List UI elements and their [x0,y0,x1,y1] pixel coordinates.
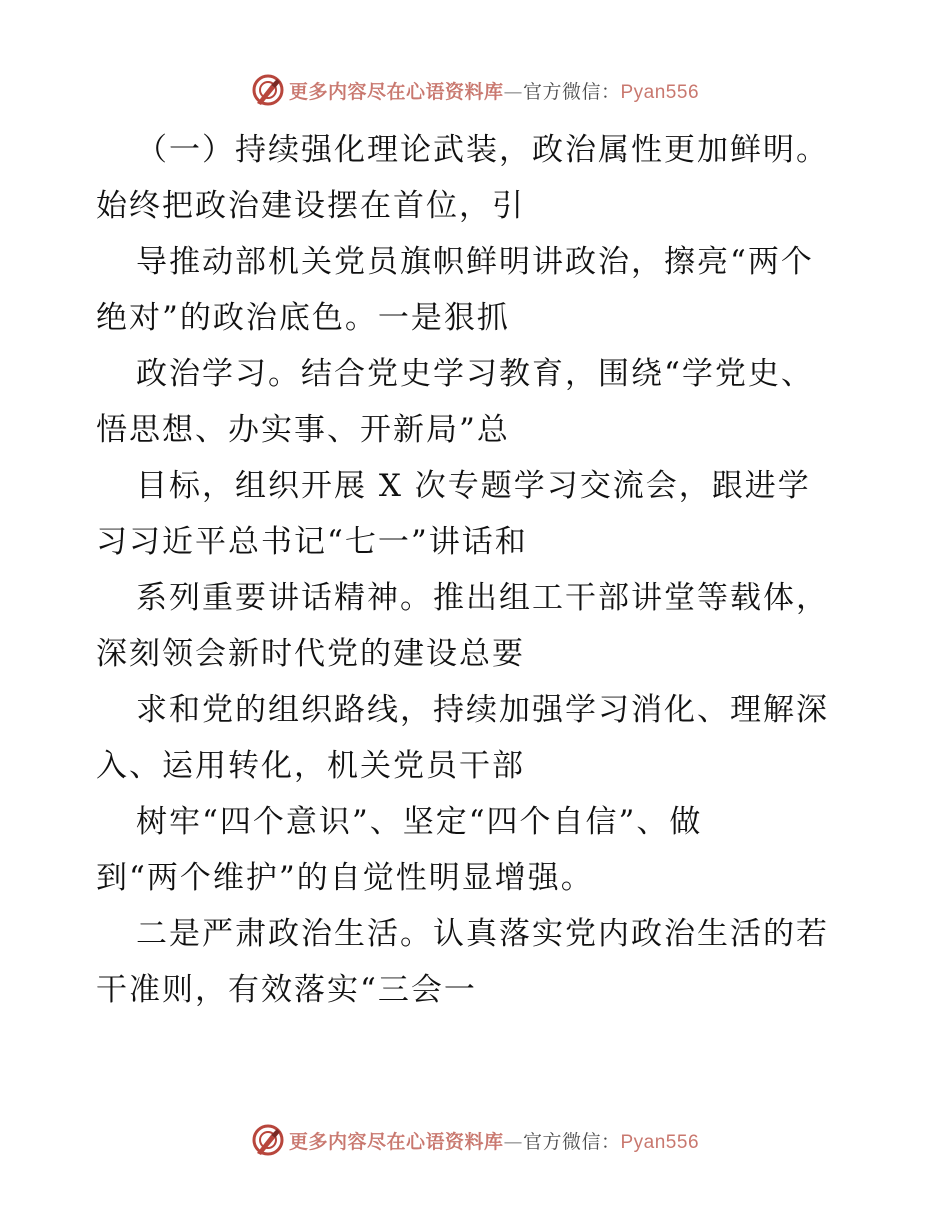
body-line-7: 目标，组织开展 X 次专题学习交流会，跟进学 [136,468,811,504]
banner-label [289,77,699,104]
banner-dash: — [503,80,523,103]
body-line-3: 导推动部机关党员旗帜鲜明讲政治，擦亮“两个 [136,244,814,280]
body-line-13: 树牢“四个意识”、坚定“四个自信”、做 [136,804,703,840]
banner-dash: — [503,1130,523,1153]
body-line-15: 二是严肃政治生活。认真落实党内政治生活的若 [136,916,829,952]
banner-wechat-label: 官方微信： [522,1130,621,1153]
body-line-4: 绝对”的政治底色。一是狠抓 [96,300,510,336]
document-body [96,122,876,1018]
body-line-10: 深刻领会新时代党的建设总要 [96,636,525,672]
body-line-6: 悟思想、办实事、开新局”总 [96,412,510,448]
header-watermark-banner [0,72,950,108]
banner-main-text: 更多内容尽在心语资料库 [288,80,504,103]
body-line-2: 始终把政治建设摆在首位，引 [96,188,525,224]
body-line-12: 入、运用转化，机关党员干部 [96,748,525,784]
banner-wechat-id: Pyan556 [620,81,700,103]
banner-wechat-label: 官方微信： [522,80,621,103]
body-line-11: 求和党的组织路线，持续加强学习消化、理解深 [136,692,829,728]
pen-logo-icon [251,73,285,107]
body-line-9: 系列重要讲话精神。推出组工干部讲堂等载体， [136,580,829,616]
body-line-8: 习习近平总书记“七一”讲话和 [96,524,528,560]
body-line-1: （一）持续强化理论武装，政治属性更加鲜明。 [136,132,829,168]
banner-main-text: 更多内容尽在心语资料库 [288,1130,504,1153]
body-line-14: 到“两个维护”的自觉性明显增强。 [96,860,594,896]
banner-label [289,1127,699,1154]
body-line-5: 政治学习。结合党史学习教育，围绕“学党史、 [136,356,814,392]
banner-wechat-id: Pyan556 [620,1131,700,1153]
pen-logo-icon [251,1123,285,1157]
body-line-16: 干准则，有效落实“三会一 [96,972,477,1008]
footer-watermark-banner [0,1122,950,1158]
